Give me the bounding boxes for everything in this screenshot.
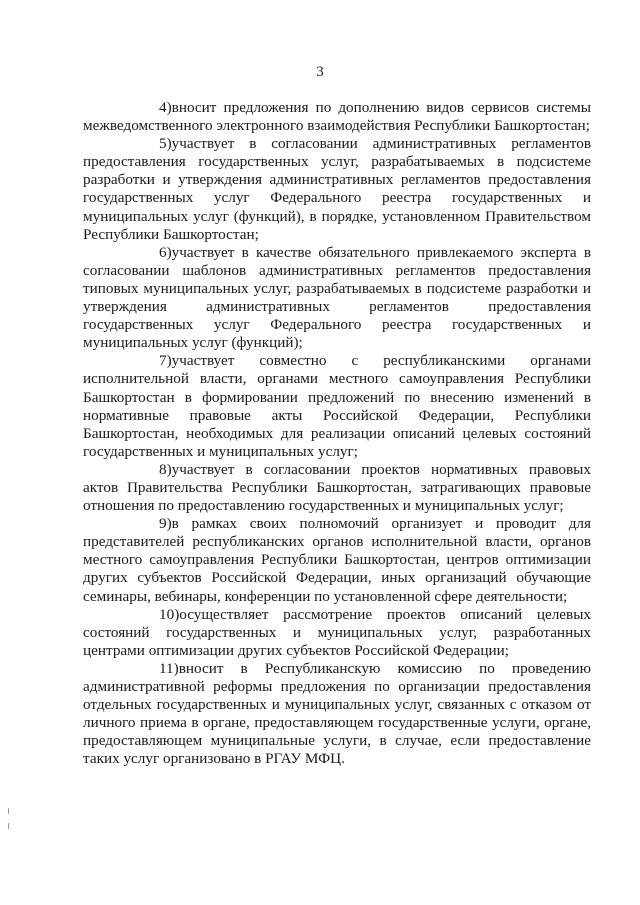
item-number: 6)	[159, 243, 172, 261]
item-text: участвует совместно с республиканскими органами исполнительной власти, органами местного самоуправления Республики Башкортостан в формировании предложений по внесению изменений в нормативные правовые акты Российской Федерации, Республики Башкортостан, необходимых для реализации описаний целевых состояний государственных и муниципальных услуг;	[83, 352, 591, 460]
list-item	[83, 135, 591, 244]
list-item	[83, 606, 591, 660]
item-number: 8)	[159, 460, 172, 478]
item-text: в рамках своих полномочий организует и проводит для представителей республиканских органов исполнительной власти, органов местного самоуправления Республики Башкортостан, центров оптимизации других субъектов Российской Федерации, иных организаций обучающие семинары, вебинары, конференции по установленной сфере деятельности;	[83, 515, 591, 605]
item-text: участвует в согласовании административных регламентов предоставления государственных услуг, разрабатываемых в подсистеме разработки и утверждения административных регламентов предоставления государственных услуг Федерального реестра государственных и муниципальных услуг (функций), в порядке, установленном Правительством Республики Башкортостан;	[83, 135, 591, 243]
list-item	[83, 660, 591, 769]
item-text: вносит в Республиканскую комиссию по проведению административной реформы предложения по организации предоставления отдельных государственных и муниципальных услуг, связанных с отказом от личного приема в органе, предоставляющем государственные услуги, органе, предоставляющем муниципальные услуги, в случае, если предоставление таких услуг организовано в РГАУ МФЦ.	[83, 659, 591, 768]
list-item	[83, 99, 591, 135]
item-number: 10)	[159, 605, 180, 623]
item-text: участвует в согласовании проектов нормативных правовых актов Правительства Республики Башкортостан, затрагивающих правовые отношения по предоставлению государственных и муниципальных услуг;	[83, 460, 591, 515]
item-text: участвует в качестве обязательного привлекаемого эксперта в согласовании шаблонов административных регламентов предоставления типовых муниципальных услуг, разрабатываемых в подсистеме разработки и утверждения административных регламентов предоставления государственных услуг Федерального реестра государственных и муниципальных услуг (функций);	[83, 243, 591, 352]
item-number: 4)	[159, 99, 172, 116]
item-number: 9)	[159, 515, 172, 533]
scan-margin-mark	[8, 808, 9, 814]
item-text: вносит предложения по дополнению видов сервисов системы межведомственного электронного взаимодействия Республики Башкортостан;	[83, 99, 591, 135]
item-text: осуществляет рассмотрение проектов описаний целевых состояний государственных и муниципальных услуг, разработанных центрами оптимизации других субъектов Российской Федерации;	[83, 605, 591, 659]
list-item	[83, 461, 591, 515]
item-number: 5)	[159, 135, 172, 153]
list-item	[83, 352, 591, 461]
item-number: 11)	[159, 659, 179, 677]
list-item	[83, 515, 591, 605]
list-item	[83, 244, 591, 353]
document-body	[83, 99, 591, 768]
item-number: 7)	[159, 352, 172, 370]
page-number: 3	[316, 64, 324, 80]
scan-margin-mark	[8, 823, 9, 829]
